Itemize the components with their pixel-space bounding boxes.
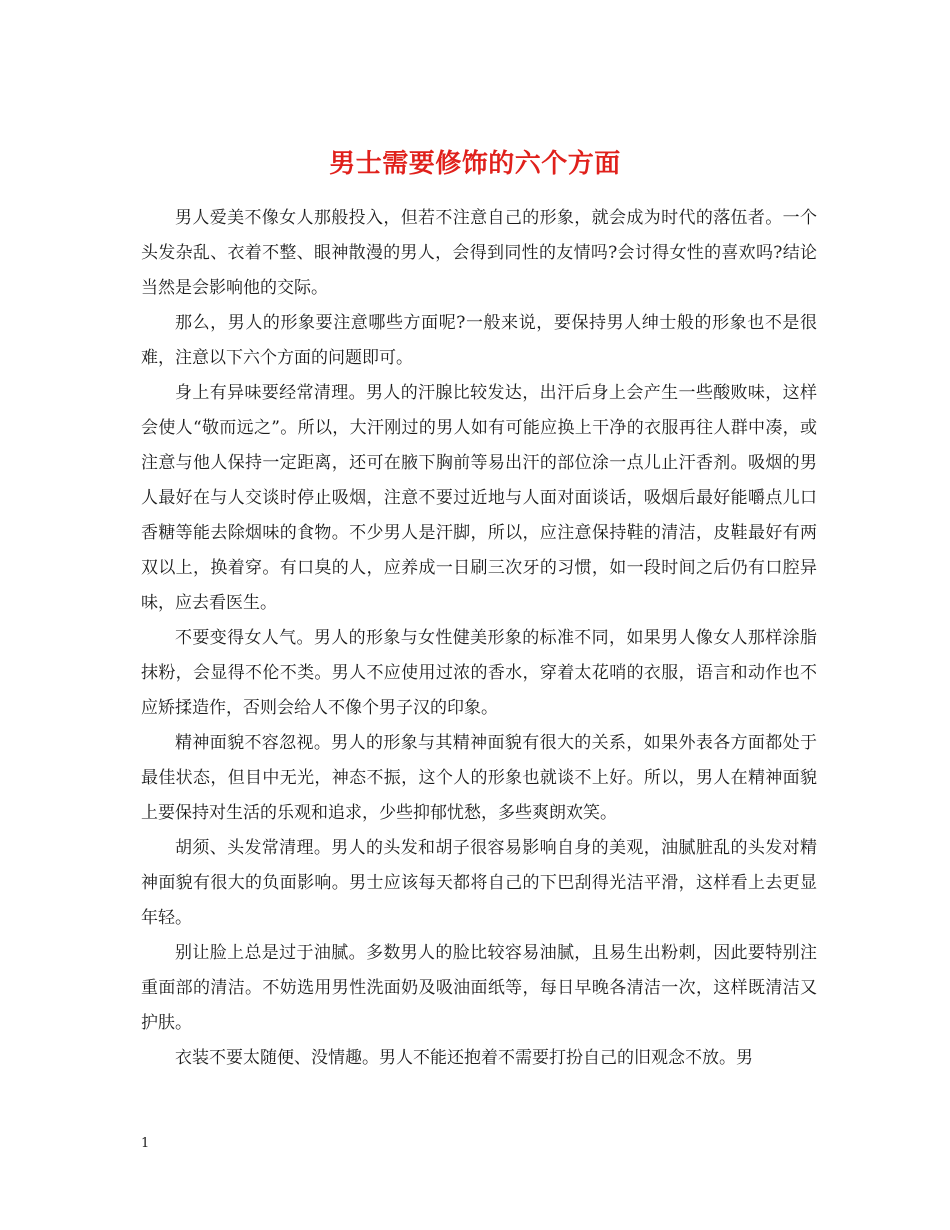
document-body: [141, 201, 817, 1076]
paragraph-clothing: 衣装不要太随便、没情趣。男人不能还抱着不需要打扮自己的旧观念不放。男: [175, 1048, 753, 1068]
paragraph-body-odor: 身上有异味要经常清理。男人的汗腺比较发达，出汗后身上会产生一些酸败味，这样会使人“敬而远之”。所以，大汗刚过的男人如有可能应换上干净的衣服再往人群中凑，或注意与他人保持一定距离，还可在腋下胸前等易出汗的部位涂一点儿止汗香剂。吸烟的男人最好在与人交谈时停止吸烟，注意不要过近地与人面对面谈话，吸烟后最好能嚼点儿口香糖等能去除烟味的食物。不少男人是汗脚，所以，应注意保持鞋的清洁，皮鞋最好有两双以上，换着穿。有口臭的人，应养成一日刷三次牙的习惯，如一段时间之后仍有口腔异味，应去看医生。: [141, 383, 817, 613]
paragraph-intro: 男人爱美不像女人那般投入，但若不注意自己的形象，就会成为时代的落伍者。一个头发杂乱、衣着不整、眼神散漫的男人，会得到同性的友情吗?会讨得女性的喜欢吗?结论当然是会影响他的交际。: [141, 208, 817, 298]
paragraph-not-feminine: 不要变得女人气。男人的形象与女性健美形象的标准不同，如果男人像女人那样涂脂抹粉，会显得不伦不类。男人不应使用过浓的香水，穿着太花哨的衣服，语言和动作也不应矫揉造作，否则会给人不像个男子汉的印象。: [141, 628, 817, 718]
paragraph-beard-hair: 胡须、头发常清理。男人的头发和胡子很容易影响自身的美观，油腻脏乱的头发对精神面貌有很大的负面影响。男士应该每天都将自己的下巴刮得光洁平滑，这样看上去更显年轻。: [141, 838, 817, 928]
paragraph-overview: 那么，男人的形象要注意哪些方面呢?一般来说，要保持男人绅士般的形象也不是很难，注意以下六个方面的问题即可。: [141, 313, 817, 368]
paragraph-oily-face: 别让脸上总是过于油腻。多数男人的脸比较容易油腻，且易生出粉刺，因此要特别注重面部的清洁。不妨选用男性洗面奶及吸油面纸等，每日早晚各清洁一次，这样既清洁又护肤。: [141, 943, 817, 1033]
page-number: 1: [141, 1136, 150, 1151]
document-title: 男士需要修饰的六个方面: [329, 149, 621, 180]
paragraph-spirit: 精神面貌不容忽视。男人的形象与其精神面貌有很大的关系，如果外表各方面都处于最佳状态，但目中无光，神态不振，这个人的形象也就谈不上好。所以，男人在精神面貌上要保持对生活的乐观和追求，少些抑郁忧愁，多些爽朗欢笑。: [141, 733, 817, 823]
